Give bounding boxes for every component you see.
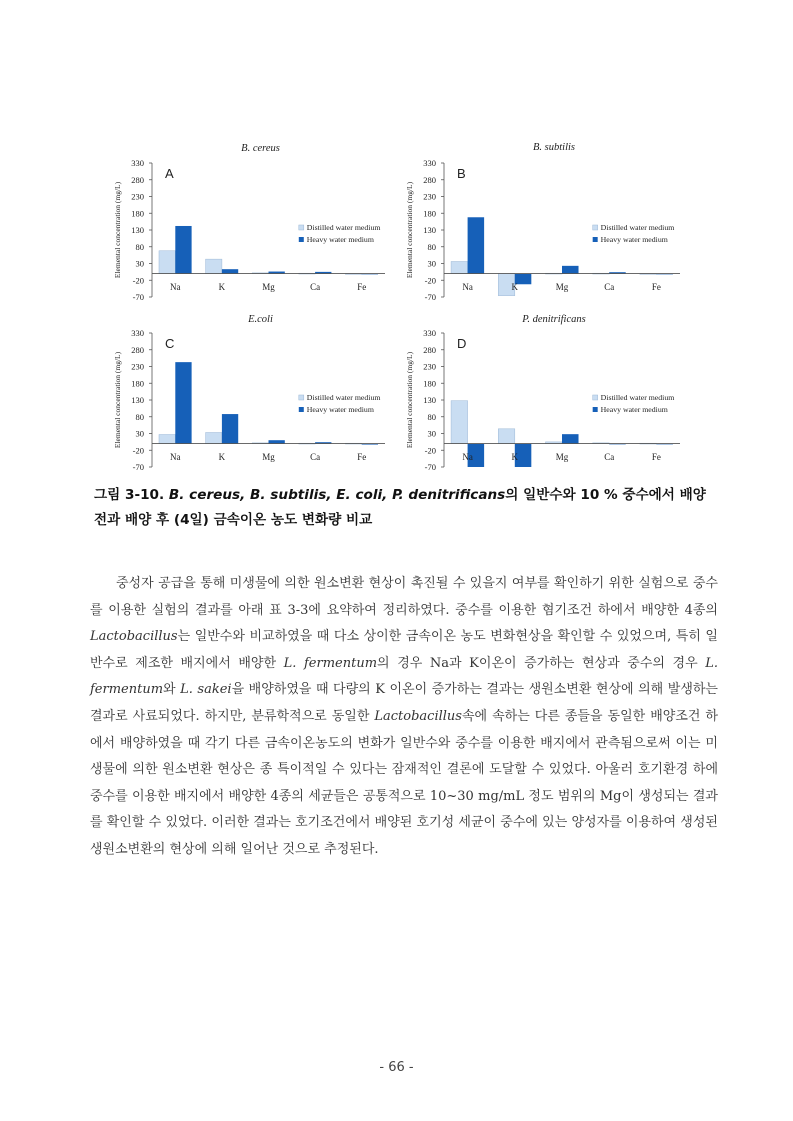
legend-label: Heavy water medium — [600, 235, 668, 244]
legend-swatch — [299, 237, 304, 242]
bar — [159, 435, 175, 444]
legend-label: Heavy water medium — [306, 405, 374, 414]
chart-title: E.coli — [248, 314, 273, 325]
bar — [175, 362, 191, 443]
caption-species: B. cereus, B. subtilis, E. coli, P. denitrificans — [168, 487, 506, 503]
y-axis-label: Elemental concentration (mg/L) — [113, 351, 122, 449]
x-tick-label: Na — [462, 452, 473, 462]
x-tick-label: Ca — [604, 452, 615, 462]
species-l-fermentum: L. fermentum — [283, 655, 378, 671]
y-tick-label: 130 — [131, 225, 144, 235]
y-tick-label: 180 — [131, 378, 144, 389]
y-tick-label: 130 — [131, 395, 144, 405]
x-tick-label: Ca — [310, 282, 321, 292]
figure-3-10-charts — [0, 0, 793, 475]
legend-swatch — [593, 407, 598, 412]
y-tick-label: 80 — [427, 241, 436, 252]
body-text-4: 와 — [163, 682, 181, 698]
bar — [206, 259, 222, 273]
body-text-3: 의 경우 Na과 K이온이 증가하는 현상과 중수의 경우 — [377, 655, 706, 671]
y-tick-label: 280 — [423, 344, 436, 355]
y-tick-label: 230 — [423, 361, 436, 372]
y-tick-label: -70 — [424, 292, 436, 302]
y-tick-label: -70 — [132, 292, 144, 302]
bar — [159, 251, 175, 274]
bar — [562, 434, 579, 443]
legend-swatch — [593, 395, 598, 400]
y-tick-label: 330 — [423, 328, 436, 338]
species-lactobacillus: Lactobacillus — [374, 708, 462, 724]
body-text-5: 을 배양하였을 때 다량의 K 이온이 증가하는 결과는 생원소변환 현상에 의해 발생하는 결과로 사료되었다. 하지만, 분류학적으로 동일한 — [90, 682, 718, 724]
x-tick-label: K — [218, 452, 226, 462]
x-tick-label: Ca — [310, 452, 321, 462]
x-tick-label: Na — [462, 282, 473, 292]
bar — [468, 217, 485, 273]
legend-label: Distilled water medium — [306, 393, 381, 402]
y-tick-label: 180 — [131, 208, 144, 219]
panel-letter: C — [165, 336, 175, 351]
panel-letter: A — [165, 166, 174, 181]
y-tick-label: 330 — [423, 158, 436, 168]
y-tick-label: -20 — [424, 275, 436, 286]
x-tick-label: Ca — [604, 282, 615, 292]
chart-title: P. denitrificans — [522, 314, 586, 325]
y-tick-label: -20 — [424, 445, 436, 456]
bar — [269, 440, 285, 443]
y-tick-label: 30 — [135, 428, 144, 439]
figure-caption — [94, 483, 714, 533]
body-text-2: 는 일반수와 비교하였을 때 다소 상이한 금속이온 농도 변화현상을 확인할 수 있었으며, 특히 일반수로 제조한 배지에서 배양한 — [90, 629, 718, 671]
y-axis-label: Elemental concentration (mg/L) — [113, 181, 122, 279]
bar — [222, 269, 238, 273]
y-tick-label: 80 — [135, 241, 144, 252]
x-tick-label: Fe — [651, 452, 661, 462]
panel-letter: B — [457, 166, 466, 181]
y-tick-label: 330 — [131, 158, 144, 168]
chart-title: B. cereus — [241, 143, 280, 154]
body-text-6: 속에 속하는 다른 종들을 동일한 배양조건 하에서 배양하였을 때 각기 다른 금속이온농도의 변화가 일반수와 중수를 이용한 배지에서 관측됨으로써 이는 미생물에 의한 원소변환 현상은 종 특이적일 수 있다는 잠재적인 결론에 도달할 수 있었다. 아울러 호기환경 하에 중수를 이용한 배지에서 배양한 4종의 세균들은 공통적으로 10~30 mg/mL 정도 범위의 Mg이 생성되는 결과를 확인할 수 있었다. 이러한 결과는 호기조건에서 배양된 호기성 세균이 중수에 있는 양성자를 이용하여 생성된 생원소변환의 현상에 의해 일어난 것으로 추정된다. — [90, 708, 718, 857]
y-tick-label: 130 — [423, 395, 436, 405]
y-tick-label: 180 — [423, 208, 436, 219]
y-tick-label: 30 — [427, 258, 436, 269]
legend-swatch — [299, 225, 304, 230]
species-l-sakei: L. sakei — [180, 682, 232, 698]
y-tick-label: 180 — [423, 378, 436, 389]
page-number: - 66 - — [379, 1060, 414, 1075]
bar — [206, 432, 222, 443]
y-tick-label: -20 — [132, 275, 144, 286]
legend-label: Heavy water medium — [600, 405, 668, 414]
chart-title: B. subtilis — [532, 142, 576, 153]
legend-label: Distilled water medium — [600, 393, 675, 402]
y-tick-label: 30 — [427, 428, 436, 439]
y-tick-label: 230 — [131, 361, 144, 372]
legend-swatch — [299, 407, 304, 412]
x-tick-label: K — [218, 282, 226, 292]
y-tick-label: 330 — [131, 328, 144, 338]
y-tick-label: 280 — [131, 344, 144, 355]
bar — [562, 266, 579, 274]
caption-prefix: 그림 3-10. — [94, 487, 169, 503]
y-tick-label: 80 — [135, 411, 144, 422]
body-paragraph — [90, 571, 718, 864]
x-tick-label: Fe — [357, 452, 367, 462]
x-tick-label: Mg — [555, 282, 569, 292]
x-tick-label: Fe — [651, 282, 661, 292]
bar — [451, 261, 468, 273]
x-tick-label: Fe — [357, 282, 367, 292]
y-tick-label: 230 — [131, 191, 144, 202]
y-tick-label: 280 — [131, 174, 144, 185]
bar — [175, 226, 191, 274]
y-axis-label: Elemental concentration (mg/L) — [405, 351, 414, 449]
body-text-1: 중성자 공급을 통해 미생물에 의한 원소변환 현상이 촉진될 수 있을지 여부를 확인하기 위한 실험으로 중수를 이용한 실험의 결과를 아래 표 3-3에 요약하여 정리하였다. 중수를 이용한 혐기조건 하에서 배양한 4종의 — [90, 576, 718, 618]
x-tick-label: Na — [170, 282, 181, 292]
species-l-fermentum: L. fermentum — [90, 655, 719, 698]
species-lactobacillus: Lactobacillus — [90, 629, 178, 645]
y-tick-label: 30 — [135, 258, 144, 269]
legend-label: Distilled water medium — [600, 223, 675, 232]
y-tick-label: 230 — [423, 191, 436, 202]
legend-label: Distilled water medium — [306, 223, 381, 232]
y-tick-label: 80 — [427, 411, 436, 422]
y-axis-label: Elemental concentration (mg/L) — [405, 181, 414, 279]
x-tick-label: Na — [170, 452, 181, 462]
x-tick-label: K — [511, 282, 519, 292]
y-tick-label: -20 — [132, 445, 144, 456]
bar — [222, 414, 238, 443]
y-tick-label: 130 — [423, 225, 436, 235]
y-tick-label: 280 — [423, 174, 436, 185]
x-tick-label: Mg — [262, 452, 275, 462]
caption-suffix: 의 일반수와 10 % 중수에서 배양전과 배양 후 (4일) 금속이온 농도 변화량 비교 — [94, 487, 706, 528]
panel-letter: D — [457, 336, 467, 351]
legend-swatch — [299, 395, 304, 400]
bar — [498, 429, 515, 444]
x-tick-label: K — [511, 452, 519, 462]
legend-swatch — [593, 225, 598, 230]
legend-label: Heavy water medium — [306, 235, 374, 244]
x-tick-label: Mg — [262, 282, 275, 292]
legend-swatch — [593, 237, 598, 242]
bar — [451, 401, 468, 444]
y-tick-label: -70 — [132, 462, 144, 472]
x-tick-label: Mg — [555, 452, 569, 462]
y-tick-label: -70 — [424, 462, 436, 472]
